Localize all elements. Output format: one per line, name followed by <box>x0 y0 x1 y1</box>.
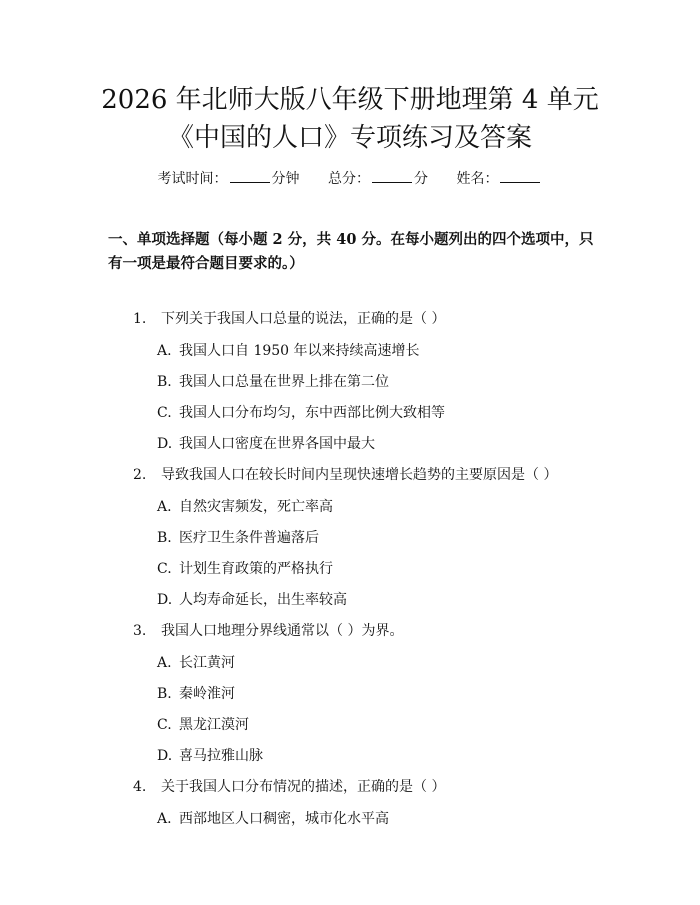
option-text: 西部地区人口稠密，城市化水平高 <box>179 811 389 827</box>
option <box>157 434 375 454</box>
student-name <box>456 168 542 189</box>
exam-time-label: 考试时间： <box>157 171 228 187</box>
question <box>133 465 557 485</box>
student-name-blank[interactable] <box>500 168 540 183</box>
option-letter: C. <box>157 405 172 421</box>
option <box>157 528 319 548</box>
question-text: 我国人口地理分界线通常以（ ）为界。 <box>161 623 404 639</box>
question <box>133 777 445 797</box>
option-text: 喜马拉雅山脉 <box>179 748 263 764</box>
option-text: 我国人口自 1950 年以来持续高速增长 <box>179 343 420 359</box>
option-text: 医疗卫生条件普遍落后 <box>179 530 319 546</box>
option <box>157 497 333 517</box>
question-text: 下列关于我国人口总量的说法，正确的是（ ） <box>161 311 446 327</box>
question-number: 3. <box>133 623 147 639</box>
option-text: 人均寿命延长，出生率较高 <box>179 592 347 608</box>
option-letter: C. <box>157 717 172 733</box>
option-text: 我国人口总量在世界上排在第二位 <box>179 374 389 390</box>
total-score-unit: 分 <box>414 171 428 187</box>
option-letter: B. <box>157 530 172 546</box>
option <box>157 559 333 579</box>
option-letter: B. <box>157 686 172 702</box>
option-text: 计划生育政策的严格执行 <box>179 561 333 577</box>
question-number: 4. <box>133 779 147 795</box>
option-letter: D. <box>157 436 173 452</box>
option-letter: D. <box>157 748 173 764</box>
option <box>157 403 445 423</box>
option <box>157 809 389 829</box>
option <box>157 590 347 610</box>
question-text: 导致我国人口在较长时间内呈现快速增长趋势的主要原因是（ ） <box>161 467 558 483</box>
option-letter: B. <box>157 374 172 390</box>
option-letter: C. <box>157 561 172 577</box>
option-text: 黑龙江漠河 <box>179 717 249 733</box>
option-letter: A. <box>157 499 172 515</box>
exam-time-unit: 分钟 <box>271 171 300 187</box>
option <box>157 746 263 766</box>
option <box>157 341 420 361</box>
option-text: 自然灾害频发，死亡率高 <box>179 499 333 515</box>
option-letter: A. <box>157 811 172 827</box>
exam-meta <box>0 168 700 189</box>
title-line-1: 2026 年北师大版八年级下册地理第 4 单元 <box>101 85 599 115</box>
question-number: 1. <box>133 311 147 327</box>
option-text: 秦岭淮河 <box>179 686 235 702</box>
question <box>133 621 403 641</box>
option <box>157 653 235 673</box>
total-score-blank[interactable] <box>372 168 412 183</box>
total-score <box>328 168 428 189</box>
student-name-label: 姓名： <box>456 171 499 187</box>
title-line-2: 《中国的人口》专项练习及答案 <box>167 123 532 153</box>
option <box>157 715 249 735</box>
question <box>133 309 445 329</box>
option-text: 我国人口密度在世界各国中最大 <box>179 436 375 452</box>
total-score-label: 总分： <box>328 171 370 187</box>
section-heading: 一、单项选择题（每小题 2 分，共 40 分。在每小题列出的四个选项中，只有一项是最符合题目要求的。） <box>108 231 594 272</box>
option <box>157 684 235 704</box>
exam-time <box>158 168 300 189</box>
option-text: 长江黄河 <box>179 655 235 671</box>
exam-time-blank[interactable] <box>230 168 270 183</box>
option <box>157 372 389 392</box>
option-letter: A. <box>157 343 172 359</box>
question-text: 关于我国人口分布情况的描述，正确的是（ ） <box>161 779 446 795</box>
option-letter: A. <box>157 655 172 671</box>
option-letter: D. <box>157 592 173 608</box>
option-text: 我国人口分布均匀，东中西部比例大致相等 <box>179 405 445 421</box>
question-number: 2. <box>133 467 147 483</box>
